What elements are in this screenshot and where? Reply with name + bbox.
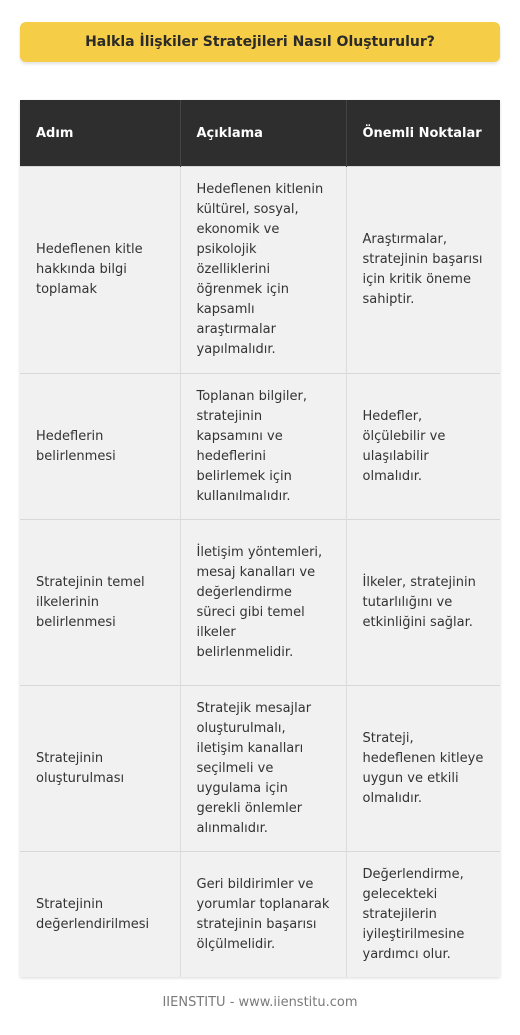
step-cell: Stratejinin oluşturulması	[20, 686, 180, 852]
table-header	[20, 100, 500, 167]
key-points-cell: Hedefler, ölçülebilir ve ulaşılabilir olmalıdır.	[346, 374, 500, 520]
key-points-cell: Araştırmalar, stratejinin başarısı için kritik öneme sahiptir.	[346, 167, 500, 374]
table-row	[20, 852, 500, 978]
table-body	[20, 167, 500, 978]
key-points-cell: Değerlendirme, gelecekteki stratejilerin iyileştirilmesine yardımcı olur.	[346, 852, 500, 978]
description-cell: Toplanan bilgiler, stratejinin kapsamını ve hedeflerini belirlemek için kullanılmalıdır.	[180, 374, 346, 520]
table-row	[20, 520, 500, 686]
step-cell: Stratejinin temel ilkelerinin belirlenmesi	[20, 520, 180, 686]
key-points-cell: Strateji, hedeflenen kitleye uygun ve etkili olmalıdır.	[346, 686, 500, 852]
title-banner	[20, 22, 500, 62]
step-cell: Stratejinin değerlendirilmesi	[20, 852, 180, 978]
column-header-description: Açıklama	[180, 100, 346, 167]
column-header-step: Adım	[20, 100, 180, 167]
header-row	[20, 100, 500, 167]
description-cell: Hedeflenen kitlenin kültürel, sosyal, ekonomik ve psikolojik özelliklerini öğrenmek için kapsamlı araştırmalar yapılmalıdır.	[180, 167, 346, 374]
description-cell: Stratejik mesajlar oluşturulmalı, iletişim kanalları seçilmeli ve uygulama için gerekli önlemler alınmalıdır.	[180, 686, 346, 852]
table-row	[20, 374, 500, 520]
description-cell: Geri bildirimler ve yorumlar toplanarak stratejinin başarısı ölçülmelidir.	[180, 852, 346, 978]
strategy-table	[20, 100, 500, 977]
key-points-cell: İlkeler, stratejinin tutarlılığını ve etkinliğini sağlar.	[346, 520, 500, 686]
footer-credit: IIENSTITU - www.iienstitu.com	[162, 995, 358, 1010]
table-row	[20, 686, 500, 852]
page-title: Halkla İlişkiler Stratejileri Nasıl Oluşturulur?	[85, 34, 435, 50]
table-row	[20, 167, 500, 374]
step-cell: Hedeflenen kitle hakkında bilgi toplamak	[20, 167, 180, 374]
column-header-key-points: Önemli Noktalar	[346, 100, 500, 167]
description-cell: İletişim yöntemleri, mesaj kanalları ve değerlendirme süreci gibi temel ilkeler belirlenmelidir.	[180, 520, 346, 686]
step-cell: Hedeflerin belirlenmesi	[20, 374, 180, 520]
